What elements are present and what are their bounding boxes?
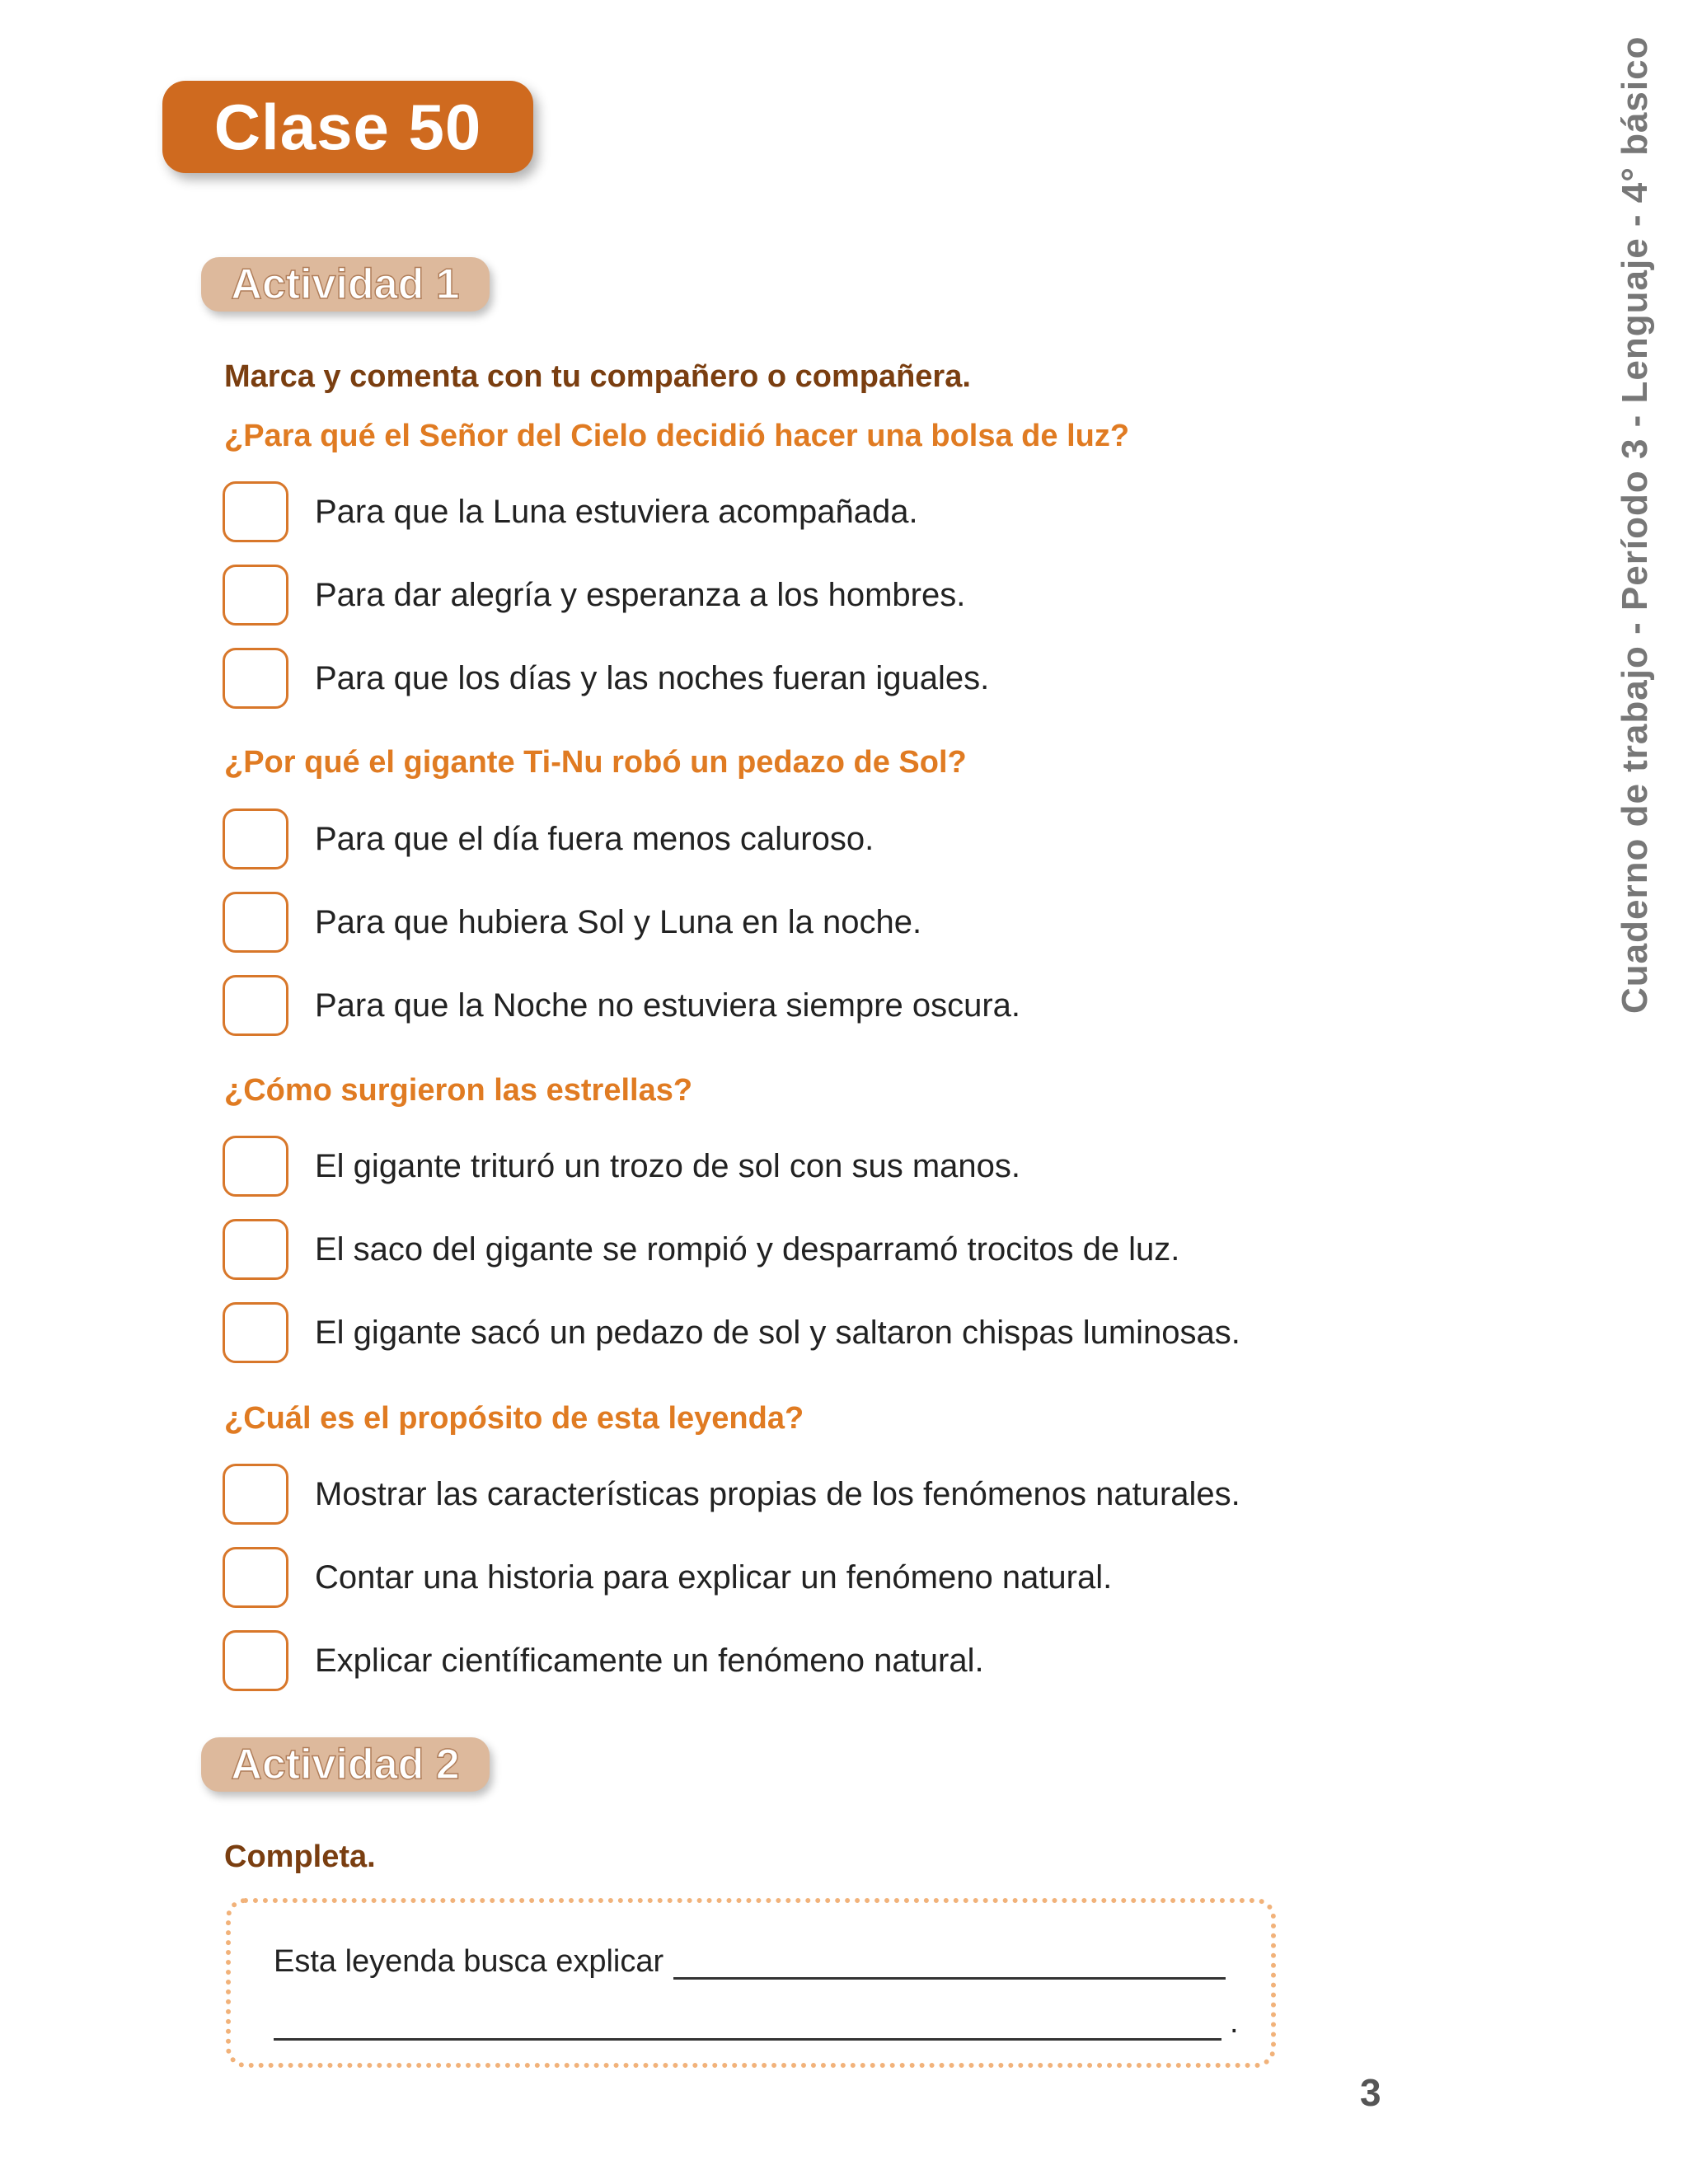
q2-option-3-checkbox[interactable] bbox=[223, 975, 288, 1036]
actividad-1-instruction: Marca y comenta con tu compañero o compañera. bbox=[224, 359, 971, 394]
q3-option-3-label: El gigante sacó un pedazo de sol y saltaron chispas luminosas. bbox=[315, 1314, 1240, 1351]
completion-end-mark: . bbox=[1230, 2005, 1239, 2040]
side-label: Cuaderno de trabajo - Período 3 - Lenguaje - 4° básico bbox=[1615, 35, 1655, 1014]
q4-option-3-label: Explicar científicamente un fenómeno natural. bbox=[315, 1642, 984, 1679]
q3-option-2-checkbox[interactable] bbox=[223, 1219, 288, 1280]
completion-line-1 bbox=[274, 1944, 1226, 1980]
question-1: ¿Para qué el Señor del Cielo decidió hacer una bolsa de luz? bbox=[224, 419, 1130, 453]
q2-option-2[interactable] bbox=[223, 890, 921, 954]
q2-option-2-checkbox[interactable] bbox=[223, 892, 288, 953]
actividad-2-label: Actividad 2 bbox=[231, 1741, 460, 1788]
q2-option-3[interactable] bbox=[223, 973, 1020, 1038]
completion-line-2 bbox=[274, 2005, 1239, 2041]
q4-option-1-label: Mostrar las características propias de los fenómenos naturales. bbox=[315, 1475, 1240, 1512]
completion-box bbox=[226, 1898, 1276, 2068]
q3-option-2-label: El saco del gigante se rompió y desparramó trocitos de luz. bbox=[315, 1230, 1180, 1268]
question-3: ¿Cómo surgieron las estrellas? bbox=[224, 1073, 693, 1108]
actividad-2-instruction: Completa. bbox=[224, 1840, 376, 1874]
q1-option-1-checkbox[interactable] bbox=[223, 481, 288, 542]
q1-option-2-label: Para dar alegría y esperanza a los hombres. bbox=[315, 576, 966, 613]
q1-option-1-label: Para que la Luna estuviera acompañada. bbox=[315, 493, 918, 530]
q4-option-3[interactable] bbox=[223, 1629, 984, 1693]
q1-option-1[interactable] bbox=[223, 480, 918, 544]
q1-option-3-checkbox[interactable] bbox=[223, 648, 288, 709]
completion-prompt: Esta leyenda busca explicar bbox=[274, 1944, 664, 1979]
q3-option-2[interactable] bbox=[223, 1217, 1179, 1282]
clase-title: Clase 50 bbox=[213, 90, 482, 163]
actividad-1-tag bbox=[201, 257, 490, 312]
q1-option-3-label: Para que los días y las noches fueran iguales. bbox=[315, 659, 990, 696]
q3-option-1-label: El gigante trituró un trozo de sol con sus manos. bbox=[315, 1147, 1021, 1184]
q3-option-1[interactable] bbox=[223, 1134, 1020, 1198]
q4-option-2-label: Contar una historia para explicar un fenómeno natural. bbox=[315, 1558, 1113, 1596]
q4-option-2-checkbox[interactable] bbox=[223, 1547, 288, 1608]
q1-option-2-checkbox[interactable] bbox=[223, 565, 288, 626]
q4-option-3-checkbox[interactable] bbox=[223, 1630, 288, 1691]
q3-option-3[interactable] bbox=[223, 1301, 1240, 1365]
q2-option-1-label: Para que el día fuera menos caluroso. bbox=[315, 820, 874, 857]
q3-option-3-checkbox[interactable] bbox=[223, 1302, 288, 1363]
q2-option-1-checkbox[interactable] bbox=[223, 808, 288, 869]
q1-option-2[interactable] bbox=[223, 563, 965, 627]
clase-title-banner bbox=[162, 81, 533, 173]
q4-option-1-checkbox[interactable] bbox=[223, 1464, 288, 1525]
q1-option-3[interactable] bbox=[223, 646, 989, 710]
answer-blank-2[interactable] bbox=[274, 2005, 1221, 2041]
answer-blank-1[interactable] bbox=[673, 1944, 1226, 1980]
question-2: ¿Por qué el gigante Ti-Nu robó un pedazo de Sol? bbox=[224, 745, 967, 780]
q2-option-1[interactable] bbox=[223, 807, 874, 871]
question-4: ¿Cuál es el propósito de esta leyenda? bbox=[224, 1401, 804, 1436]
page-number: 3 bbox=[1360, 2071, 1381, 2114]
actividad-1-label: Actividad 1 bbox=[231, 260, 460, 308]
q4-option-1[interactable] bbox=[223, 1462, 1240, 1526]
q4-option-2[interactable] bbox=[223, 1545, 1112, 1610]
q2-option-2-label: Para que hubiera Sol y Luna en la noche. bbox=[315, 903, 922, 940]
actividad-2-tag bbox=[201, 1737, 490, 1792]
q3-option-1-checkbox[interactable] bbox=[223, 1136, 288, 1197]
q2-option-3-label: Para que la Noche no estuviera siempre oscura. bbox=[315, 987, 1021, 1024]
